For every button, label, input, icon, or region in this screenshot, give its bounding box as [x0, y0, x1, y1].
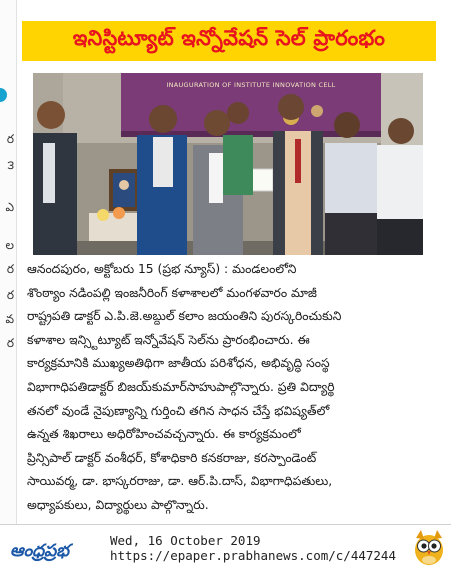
- strip-glyph: ర: [6, 262, 14, 276]
- article-line: ఆనందపురం, అక్టోబరు 15 (ప్రభ న్యూస్) : మండలంలోని: [27, 262, 297, 276]
- logo-text: ఆంధ్రప్రభ: [10, 541, 70, 561]
- footer-meta: [110, 533, 410, 563]
- strip-glyph: ర: [6, 336, 14, 350]
- article-line: సాయివర్మ, డా. భాస్కరరాజు, డా. ఆర్.పి.దాస్, విభాగాధిపతులు,: [27, 474, 333, 489]
- news-photo-illustration: [33, 73, 423, 255]
- strip-glyph: ల: [5, 238, 14, 252]
- blue-dot-icon: [0, 88, 7, 102]
- article-line: విభాగాధిపతిడాక్టర్ బిజయ్‌కుమార్‌సాహు‌పాల్గొన్నారు. ప్రతి విద్యార్థి: [27, 379, 335, 394]
- publication-date: Wed, 16 October 2019: [110, 533, 261, 548]
- article-line: అధ్యాపకులు, విద్యార్థులు పాల్గొన్నారు.: [27, 497, 209, 512]
- adjacent-column-strip: [0, 0, 17, 540]
- owl-icon: [413, 528, 445, 566]
- headline: ఇనిస్టిట్యూట్ ఇన్నోవేషన్ సెల్ ప్రారంభం: [72, 26, 386, 50]
- article-line: కార్యక్రమానికి ముఖ్యఅతిథిగా జాతీయ పరిశోధన, అభివృద్ధి సంస్థ: [27, 356, 330, 371]
- banner-text: INAUGURATION OF INSTITUTE INNOVATION CELL: [166, 81, 336, 89]
- strip-glyph: ర: [6, 132, 14, 146]
- strip-glyph: ఎ: [5, 200, 14, 214]
- article-body: [27, 258, 437, 518]
- article-line: తనలో వుండే నైపుణ్యాన్ని గుర్తించి తగిన సాధన చేస్తే భవిష్యత్‌లో: [27, 403, 330, 418]
- headline-banner: [22, 21, 436, 61]
- strip-glyph: ౩: [7, 158, 14, 172]
- news-photo: [33, 73, 423, 255]
- article-line: కళాశాల ఇన్స్టిట్యూట్ ఇన్నోవేషన్ సెల్‌ను ప్రారంభించారు. ఈ: [27, 332, 310, 347]
- source-url[interactable]: https://epaper.prabhanews.com/c/447244: [110, 548, 396, 563]
- article-line: ఉన్నత శిఖరాలు అధిరోహించవచ్చన్నారు. ఈ కార్యక్రమంలో: [27, 427, 301, 442]
- article-line: శొంఠ్యాం నడింపల్లి ఇంజనీరింగ్ కళాశాలలో మంగళవారం మాజీ: [27, 285, 317, 300]
- strip-glyph: వ: [5, 312, 14, 326]
- andhra-prabha-logo[interactable]: [8, 534, 102, 562]
- epaper-footer: [0, 525, 451, 569]
- strip-glyph: ర: [6, 288, 14, 302]
- article-line: రాష్ట్రపతి డాక్టర్ ఎ.పి.జె.అబ్దుల్ కలాం జయంతిని పురస్కరించుకుని: [27, 309, 342, 324]
- article-line: ప్రిన్సిపాల్ డాక్టర్ వంశీధర్, కోశాధికారి కనకరాజు, కరస్పాండెంట్: [27, 450, 317, 465]
